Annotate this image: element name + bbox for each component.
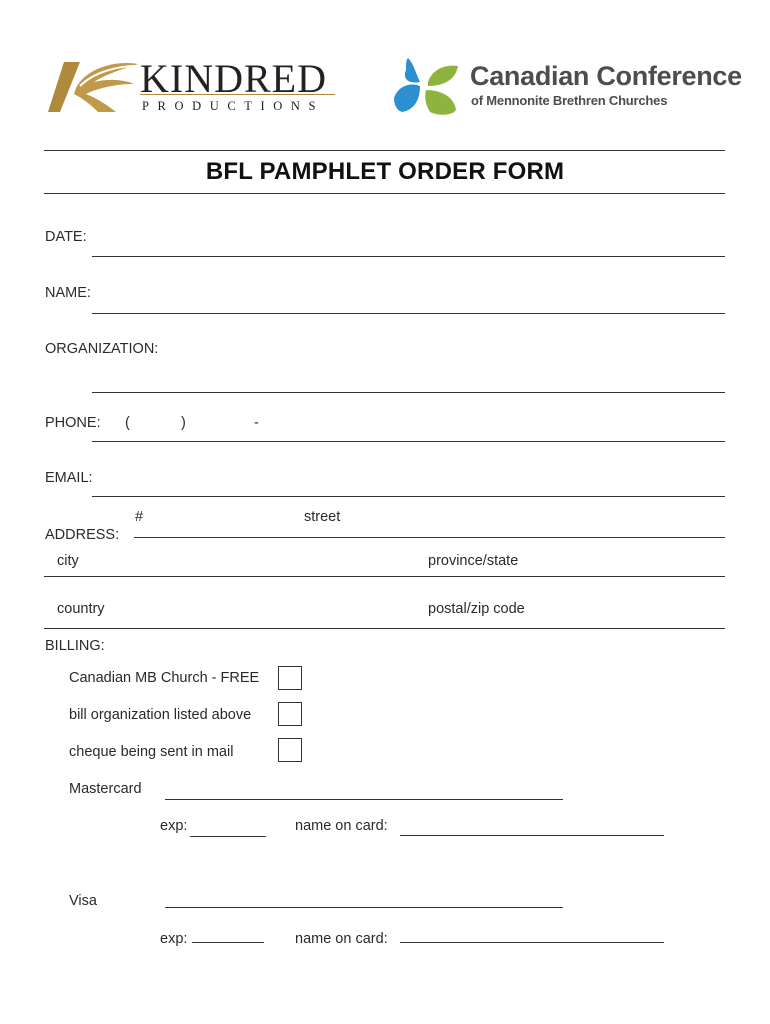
mastercard-label: Mastercard (69, 781, 142, 797)
conference-subtitle: of Mennonite Brethren Churches (471, 93, 668, 108)
kindred-logo-word: KINDRED (140, 56, 327, 101)
address-province-label: province/state (428, 553, 519, 569)
phone-label: PHONE: (45, 415, 101, 431)
email-field[interactable] (92, 496, 725, 497)
billing-free-checkbox[interactable] (278, 666, 302, 690)
mastercard-number-field[interactable] (165, 799, 563, 800)
address-city-label: city (57, 553, 79, 569)
form-title: BFL PAMPHLET ORDER FORM (205, 158, 565, 185)
organization-label: ORGANIZATION: (45, 341, 159, 357)
date-label: DATE: (45, 229, 87, 245)
billing-option-cheque: cheque being sent in mail (69, 744, 234, 760)
billing-option-free: Canadian MB Church - FREE (69, 670, 260, 686)
title-top-rule (44, 150, 725, 151)
billing-cheque-checkbox[interactable] (278, 738, 302, 762)
visa-number-field[interactable] (165, 907, 563, 908)
address-postal-label: postal/zip code (428, 601, 525, 617)
mastercard-exp-field[interactable] (190, 836, 266, 837)
visa-exp-label: exp: (160, 931, 188, 947)
billing-option-organization: bill organization listed above (69, 707, 252, 723)
phone-field[interactable] (92, 441, 725, 442)
address-city-field[interactable] (44, 576, 725, 577)
title-bottom-rule (44, 193, 725, 194)
address-number-label: # (135, 509, 144, 525)
kindred-swoosh-icon (46, 58, 146, 118)
email-label: EMAIL: (45, 470, 93, 486)
address-country-field[interactable] (44, 628, 725, 629)
visa-exp-field[interactable] (192, 942, 264, 943)
kindred-logo-sub: PRODUCTIONS (142, 99, 325, 113)
visa-name-on-card-label: name on card: (295, 931, 388, 947)
phone-dash: - (254, 415, 259, 431)
phone-area-close: ) (181, 415, 186, 431)
billing-label: BILLING: (45, 638, 105, 654)
billing-organization-checkbox[interactable] (278, 702, 302, 726)
visa-name-on-card-field[interactable] (400, 942, 664, 943)
date-field[interactable] (92, 256, 725, 257)
mastercard-name-on-card-label: name on card: (295, 818, 388, 834)
conference-title: Canadian Conference (470, 61, 742, 91)
visa-label: Visa (69, 893, 97, 909)
mastercard-exp-label: exp: (160, 818, 188, 834)
conference-leaf-icon (392, 56, 462, 118)
name-label: NAME: (45, 285, 91, 301)
logo-rule (140, 94, 335, 95)
phone-area-open: ( (125, 415, 130, 431)
address-country-label: country (57, 601, 105, 617)
address-street-field[interactable] (134, 537, 725, 538)
name-field[interactable] (92, 313, 725, 314)
address-label: ADDRESS: (45, 527, 120, 543)
address-street-label: street (304, 509, 341, 525)
organization-field[interactable] (92, 392, 725, 393)
mastercard-name-on-card-field[interactable] (400, 835, 664, 836)
